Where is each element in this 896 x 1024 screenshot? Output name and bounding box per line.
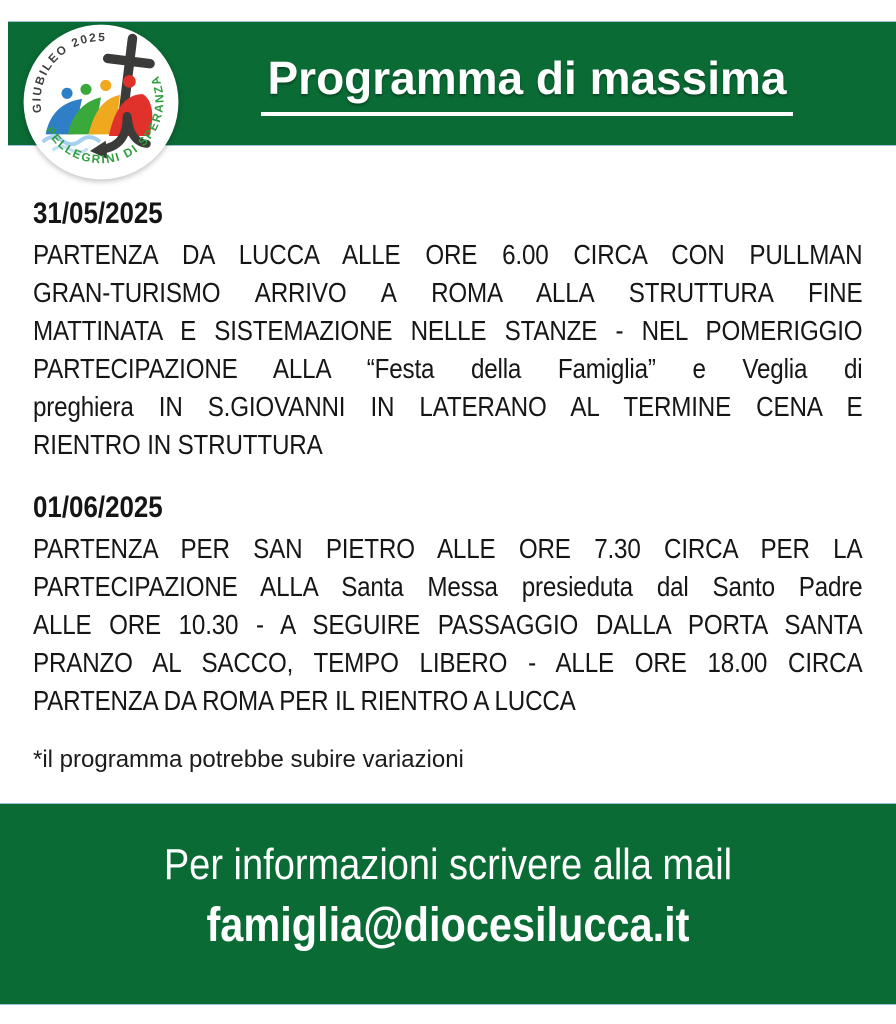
schedule-paragraph-1	[33, 236, 862, 464]
schedule-text-line: ALLE ORE 10.30 - A SEGUIRE PASSAGGIO DALLA PORTA SANTA	[33, 609, 863, 640]
schedule-date-1: 31/05/2025	[33, 197, 163, 230]
footer-email: famiglia@diocesilucca.it	[206, 899, 690, 952]
footer-info-text: Per informazioni scrivere alla mail	[163, 840, 733, 889]
jubilee-2025-logo	[22, 21, 180, 183]
schedule-date-2: 01/06/2025	[33, 491, 163, 524]
program-disclaimer: *il programma potrebbe subire variazioni	[33, 746, 464, 773]
schedule-text-line: RIENTRO IN STRUTTURA	[33, 429, 323, 460]
schedule-text-line: PARTENZA PER SAN PIETRO ALLE ORE 7.30 CIRCA PER LA	[33, 533, 863, 564]
pellegrini-di-speranza-arc-text: PELLEGRINI DI SPERANZA	[43, 72, 167, 167]
schedule-text-line: PARTENZA DA LUCCA ALLE ORE 6.00 CIRCA CON PULLMAN	[33, 239, 863, 270]
schedule-text-line: GRAN-TURISMO ARRIVO A ROMA ALLA STRUTTURA FINE	[33, 277, 863, 308]
schedule-day-1	[33, 194, 862, 464]
footer-bar	[0, 803, 896, 1005]
schedule-text-line: MATTINATA E SISTEMAZIONE NELLE STANZE - NEL POMERIGGIO	[33, 315, 863, 346]
footer-text-wrap	[0, 838, 896, 956]
schedule-day-2	[33, 488, 862, 720]
schedule-paragraph-2	[33, 530, 862, 720]
schedule-content	[33, 194, 862, 800]
schedule-text-line: PRANZO AL SACCO, TEMPO LIBERO - ALLE ORE 18.00 CIRCA	[33, 647, 863, 678]
schedule-text-line: preghiera IN S.GIOVANNI IN LATERANO AL TERMINE CENA E	[33, 391, 863, 422]
schedule-text-line: PARTECIPAZIONE ALLA “Festa della Famiglia” e Veglia di	[33, 353, 863, 384]
page-title	[261, 51, 792, 116]
jubilee-logo-svg	[22, 21, 180, 183]
schedule-text-line: PARTENZA DA ROMA PER IL RIENTRO A LUCCA	[33, 685, 576, 716]
giubileo-2025-arc-text: GIUBILEO 2025	[29, 30, 107, 114]
page-title-text: Programma di massima	[261, 51, 792, 116]
schedule-text-line: PARTECIPAZIONE ALLA Santa Messa presieduta dal Santo Padre	[33, 571, 863, 602]
